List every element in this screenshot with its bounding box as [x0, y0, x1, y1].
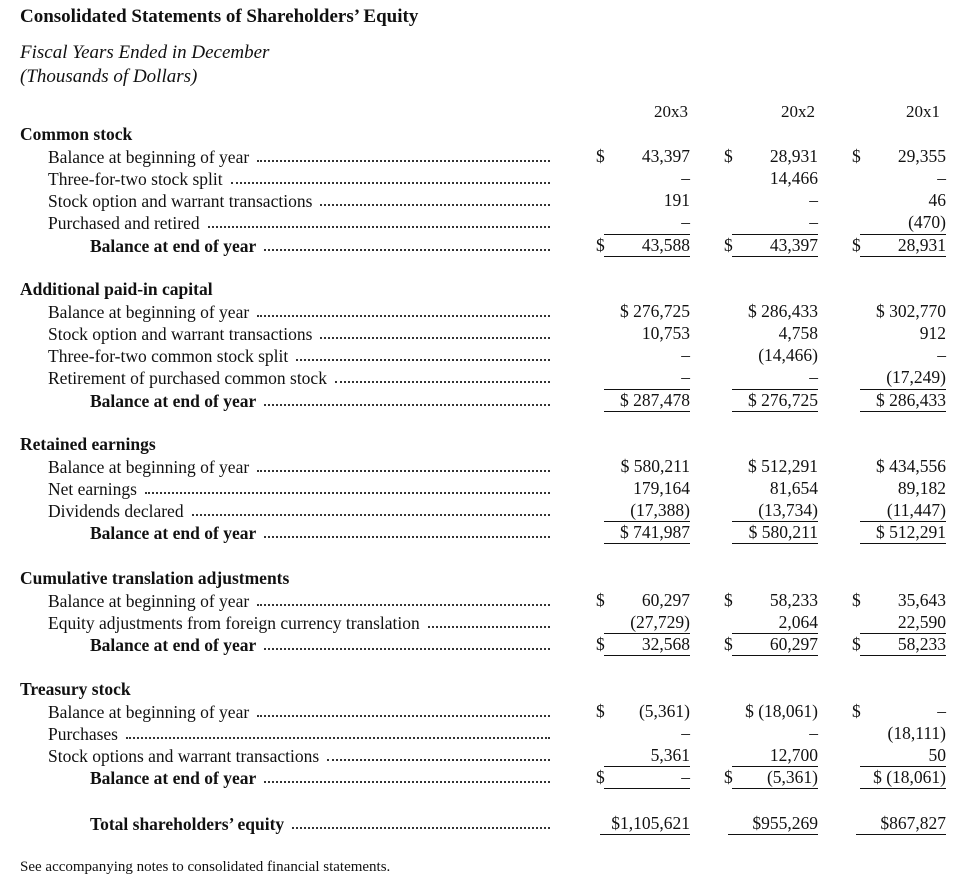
- value-cell-20x3: [596, 235, 690, 257]
- subtotal-rule: [604, 633, 690, 634]
- value-cell-20x3: [596, 456, 690, 478]
- total-rule: [732, 655, 818, 656]
- row-label-text: Three-for-two stock split: [48, 169, 229, 190]
- amount-value: 81,654: [769, 478, 818, 498]
- value-cell-20x3: [596, 301, 690, 323]
- row-label: [48, 190, 318, 212]
- amount-value: 43,397: [641, 146, 690, 166]
- value-cell-20x1: [852, 701, 946, 723]
- table-row: [0, 478, 978, 500]
- amount-value: 28,931: [897, 235, 946, 255]
- total-rule: [604, 655, 690, 656]
- dot-leader: [192, 514, 550, 516]
- amount-value: (27,729): [630, 612, 690, 632]
- row-label: [90, 390, 262, 412]
- row-label: [48, 701, 255, 723]
- total-rule: [604, 788, 690, 789]
- total-rule: [732, 543, 818, 544]
- dot-leader: [335, 381, 550, 383]
- value-cell-20x3: [596, 323, 690, 345]
- section-heading-treasury: Treasury stock: [20, 679, 131, 699]
- subtotal-rule: [860, 766, 946, 767]
- dot-leader: [257, 470, 550, 472]
- table-row: [0, 323, 978, 345]
- dot-leader: [257, 715, 550, 717]
- row-label-text: Balance at beginning of year: [48, 302, 255, 323]
- value-cell-20x1: [852, 478, 946, 500]
- value-cell-20x2: [724, 500, 818, 522]
- value-cell-20x3: [596, 500, 690, 522]
- value-cell-20x1: [852, 212, 946, 234]
- nil-value: –: [809, 212, 818, 232]
- amount-value: $ 741,987: [620, 522, 690, 542]
- subtotal-rule: [732, 521, 818, 522]
- grand-total-20x1: [852, 813, 946, 835]
- amount-value: 191: [663, 190, 690, 210]
- subtotal-rule: [604, 521, 690, 522]
- currency-symbol: $: [852, 701, 861, 721]
- value-cell-20x1: [852, 301, 946, 323]
- value-cell-20x3: [596, 478, 690, 500]
- row-label: [48, 301, 255, 323]
- dot-leader: [320, 337, 550, 339]
- amount-value: 12,700: [769, 745, 818, 765]
- table-row: [0, 235, 978, 257]
- dot-leader: [257, 315, 550, 317]
- amount-value: $ (18,061): [873, 767, 946, 787]
- value-cell-20x1: [852, 723, 946, 745]
- subtotal-rule: [860, 521, 946, 522]
- amount-value: 35,643: [897, 590, 946, 610]
- table-row: [0, 612, 978, 634]
- amount-value: $ 287,478: [620, 390, 690, 410]
- total-rule: [732, 256, 818, 257]
- value-cell-20x1: [852, 390, 946, 412]
- dot-leader: [327, 759, 550, 761]
- nil-value: –: [681, 168, 690, 188]
- value-cell-20x1: [852, 522, 946, 544]
- subtotal-rule: [604, 234, 690, 235]
- row-label: [48, 345, 294, 367]
- amount-value: 43,397: [769, 235, 818, 255]
- currency-symbol: $: [724, 590, 733, 610]
- currency-symbol: $: [724, 235, 733, 255]
- table-row: [0, 590, 978, 612]
- grand-total-20x3: [596, 813, 690, 835]
- amount-value: 28,931: [769, 146, 818, 166]
- amount-value: 60,297: [769, 634, 818, 654]
- value-cell-20x1: [852, 190, 946, 212]
- amount-value: (17,249): [886, 367, 946, 387]
- subtotal-rule: [732, 389, 818, 390]
- amount-value: 14,466: [769, 168, 818, 188]
- amount-value: $ 512,291: [876, 522, 946, 542]
- subtotal-rule: [732, 234, 818, 235]
- amount-value: $955,269: [752, 813, 818, 833]
- section-heading-retained: Retained earnings: [20, 434, 156, 454]
- total-rule: [732, 788, 818, 789]
- value-cell-20x3: [596, 190, 690, 212]
- row-label-text: Balance at beginning of year: [48, 457, 255, 478]
- value-cell-20x1: [852, 235, 946, 257]
- table-row: [0, 345, 978, 367]
- dot-leader: [145, 492, 550, 494]
- value-cell-20x2: [724, 323, 818, 345]
- value-cell-20x1: [852, 323, 946, 345]
- row-label-text: Retirement of purchased common stock: [48, 368, 333, 389]
- currency-symbol: $: [724, 146, 733, 166]
- row-label: [48, 456, 255, 478]
- row-label: [90, 235, 262, 257]
- dot-leader: [320, 204, 550, 206]
- amount-value: 22,590: [897, 612, 946, 632]
- statement-period: Fiscal Years Ended in December: [20, 42, 270, 63]
- amount-value: (14,466): [758, 345, 818, 365]
- amount-value: $ 276,725: [620, 301, 690, 321]
- amount-value: 10,753: [641, 323, 690, 343]
- year-header-3: 20x1: [906, 102, 940, 121]
- total-rule: [860, 788, 946, 789]
- grand-total-label-text: Total shareholders’ equity: [90, 814, 290, 835]
- row-label-text: Balance at end of year: [90, 635, 262, 656]
- dot-leader: [264, 648, 550, 650]
- grand-total-row: [0, 813, 978, 835]
- dot-leader: [428, 626, 550, 628]
- value-cell-20x1: [852, 367, 946, 389]
- value-cell-20x3: [596, 723, 690, 745]
- value-cell-20x3: [596, 212, 690, 234]
- currency-symbol: $: [852, 590, 861, 610]
- value-cell-20x3: [596, 390, 690, 412]
- value-cell-20x2: [724, 634, 818, 656]
- value-cell-20x2: [724, 168, 818, 190]
- year-header-1: 20x3: [654, 102, 688, 121]
- dot-leader: [257, 160, 550, 162]
- currency-symbol: $: [596, 767, 605, 787]
- amount-value: (18,111): [887, 723, 946, 743]
- value-cell-20x3: [596, 612, 690, 634]
- row-label: [48, 590, 255, 612]
- currency-symbol: $: [596, 235, 605, 255]
- dot-leader: [126, 737, 550, 739]
- dot-leader: [264, 404, 550, 406]
- value-cell-20x2: [724, 701, 818, 723]
- total-rule: [860, 256, 946, 257]
- amount-value: 32,568: [641, 634, 690, 654]
- row-label: [48, 745, 325, 767]
- nil-value: –: [937, 345, 946, 365]
- currency-symbol: $: [596, 634, 605, 654]
- amount-value: (5,361): [638, 701, 690, 721]
- year-header-2: 20x2: [781, 102, 815, 121]
- row-label-text: Purchases: [48, 724, 124, 745]
- nil-value: –: [681, 212, 690, 232]
- section-heading-common-stock: Common stock: [20, 124, 133, 144]
- nil-value: –: [809, 367, 818, 387]
- value-cell-20x1: [852, 767, 946, 789]
- amount-value: (13,734): [758, 500, 818, 520]
- dot-leader: [264, 781, 550, 783]
- dot-leader: [208, 226, 550, 228]
- amount-value: 60,297: [641, 590, 690, 610]
- amount-value: $ 286,433: [876, 390, 946, 410]
- value-cell-20x1: [852, 456, 946, 478]
- amount-value: $ 302,770: [876, 301, 946, 321]
- value-cell-20x1: [852, 168, 946, 190]
- section-heading-translation: Cumulative translation adjustments: [20, 568, 290, 588]
- nil-value: –: [681, 345, 690, 365]
- table-row: [0, 767, 978, 789]
- row-label-text: Balance at end of year: [90, 523, 262, 544]
- table-row: [0, 190, 978, 212]
- amount-value: 4,758: [778, 323, 818, 343]
- currency-symbol: $: [596, 590, 605, 610]
- currency-symbol: $: [852, 634, 861, 654]
- value-cell-20x2: [724, 212, 818, 234]
- row-label-text: Stock option and warrant transactions: [48, 324, 318, 345]
- value-cell-20x3: [596, 168, 690, 190]
- amount-value: 89,182: [897, 478, 946, 498]
- table-row: [0, 745, 978, 767]
- statement-units: (Thousands of Dollars): [20, 66, 198, 87]
- value-cell-20x3: [596, 345, 690, 367]
- value-cell-20x2: [724, 190, 818, 212]
- amount-value: $ 276,725: [748, 390, 818, 410]
- table-row: [0, 390, 978, 412]
- currency-symbol: $: [596, 146, 605, 166]
- table-row: [0, 301, 978, 323]
- amount-value: $1,105,621: [611, 813, 690, 833]
- dot-leader: [257, 604, 550, 606]
- currency-symbol: $: [852, 146, 861, 166]
- table-row: [0, 634, 978, 656]
- row-label-text: Three-for-two common stock split: [48, 346, 294, 367]
- row-label-text: Balance at end of year: [90, 236, 262, 257]
- amount-value: $ 512,291: [748, 456, 818, 476]
- row-label-text: Balance at beginning of year: [48, 591, 255, 612]
- amount-value: (17,388): [630, 500, 690, 520]
- total-rule: [860, 411, 946, 412]
- subtotal-rule: [860, 234, 946, 235]
- value-cell-20x2: [724, 235, 818, 257]
- value-cell-20x2: [724, 367, 818, 389]
- amount-value: 58,233: [897, 634, 946, 654]
- value-cell-20x1: [852, 500, 946, 522]
- amount-value: $ 580,211: [748, 522, 818, 542]
- nil-value: –: [809, 723, 818, 743]
- row-label-text: Purchased and retired: [48, 213, 206, 234]
- row-label: [90, 522, 262, 544]
- statement-title: Consolidated Statements of Shareholders’ Equity: [20, 6, 419, 27]
- amount-value: (11,447): [886, 500, 946, 520]
- value-cell-20x3: [596, 590, 690, 612]
- value-cell-20x2: [724, 146, 818, 168]
- row-label-text: Balance at beginning of year: [48, 147, 255, 168]
- amount-value: 50: [928, 745, 946, 765]
- value-cell-20x1: [852, 745, 946, 767]
- value-cell-20x1: [852, 345, 946, 367]
- value-cell-20x3: [596, 634, 690, 656]
- value-cell-20x2: [724, 390, 818, 412]
- subtotal-rule: [860, 633, 946, 634]
- amount-value: $ 580,211: [620, 456, 690, 476]
- value-cell-20x2: [724, 456, 818, 478]
- amount-value: 46: [928, 190, 946, 210]
- table-row: [0, 456, 978, 478]
- grand-total-label: [90, 813, 290, 835]
- currency-symbol: $: [724, 634, 733, 654]
- row-label: [48, 168, 229, 190]
- row-label: [48, 367, 333, 389]
- value-cell-20x2: [724, 590, 818, 612]
- value-cell-20x3: [596, 767, 690, 789]
- table-row: [0, 212, 978, 234]
- value-cell-20x1: [852, 634, 946, 656]
- subtotal-rule: [604, 766, 690, 767]
- grand-total-20x2: [724, 813, 818, 835]
- row-label: [48, 478, 143, 500]
- row-label-text: Equity adjustments from foreign currency translation: [48, 613, 426, 634]
- table-row: [0, 168, 978, 190]
- value-cell-20x3: [596, 745, 690, 767]
- value-cell-20x1: [852, 590, 946, 612]
- dot-leader: [264, 249, 550, 251]
- dot-leader: [292, 827, 550, 829]
- nil-value: –: [681, 767, 690, 787]
- amount-value: $867,827: [880, 813, 946, 833]
- subtotal-rule: [732, 633, 818, 634]
- value-cell-20x2: [724, 612, 818, 634]
- amount-value: 43,588: [641, 235, 690, 255]
- amount-value: 58,233: [769, 590, 818, 610]
- value-cell-20x2: [724, 522, 818, 544]
- nil-value: –: [681, 367, 690, 387]
- currency-symbol: $: [596, 701, 605, 721]
- dot-leader: [264, 536, 550, 538]
- value-cell-20x3: [596, 522, 690, 544]
- value-cell-20x3: [596, 367, 690, 389]
- row-label: [90, 634, 262, 656]
- row-label-text: Net earnings: [48, 479, 143, 500]
- footnote: See accompanying notes to consolidated financial statements.: [20, 859, 391, 875]
- total-rule: [732, 411, 818, 412]
- row-label: [90, 767, 262, 789]
- value-cell-20x2: [724, 745, 818, 767]
- row-label: [48, 612, 426, 634]
- amount-value: (5,361): [766, 767, 818, 787]
- row-label-text: Dividends declared: [48, 501, 190, 522]
- value-cell-20x2: [724, 478, 818, 500]
- row-label-text: Balance at end of year: [90, 391, 262, 412]
- nil-value: –: [809, 190, 818, 210]
- amount-value: (470): [908, 212, 946, 232]
- total-rule: [860, 543, 946, 544]
- value-cell-20x2: [724, 301, 818, 323]
- amount-value: $ (18,061): [745, 701, 818, 721]
- amount-value: 179,164: [633, 478, 690, 498]
- row-label-text: Balance at beginning of year: [48, 702, 255, 723]
- section-heading-paid-in: Additional paid-in capital: [20, 279, 213, 299]
- nil-value: –: [937, 701, 946, 721]
- subtotal-rule: [860, 389, 946, 390]
- row-label: [48, 146, 255, 168]
- row-label-text: Stock option and warrant transactions: [48, 191, 318, 212]
- amount-value: 29,355: [897, 146, 946, 166]
- table-row: [0, 146, 978, 168]
- total-rule: [604, 543, 690, 544]
- table-row: [0, 701, 978, 723]
- amount-value: 912: [919, 323, 946, 343]
- dot-leader: [296, 359, 550, 361]
- value-cell-20x3: [596, 701, 690, 723]
- table-row: [0, 723, 978, 745]
- value-cell-20x2: [724, 723, 818, 745]
- nil-value: –: [937, 168, 946, 188]
- row-label: [48, 212, 206, 234]
- amount-value: $ 434,556: [876, 456, 946, 476]
- amount-value: $ 286,433: [748, 301, 818, 321]
- total-rule: [604, 256, 690, 257]
- row-label: [48, 723, 124, 745]
- row-label: [48, 500, 190, 522]
- currency-symbol: $: [852, 235, 861, 255]
- row-label-text: Balance at end of year: [90, 768, 262, 789]
- table-row: [0, 367, 978, 389]
- dot-leader: [231, 182, 550, 184]
- row-label: [48, 323, 318, 345]
- amount-value: 2,064: [778, 612, 818, 632]
- subtotal-rule: [732, 766, 818, 767]
- table-row: [0, 500, 978, 522]
- value-cell-20x2: [724, 767, 818, 789]
- total-rule: [860, 655, 946, 656]
- currency-symbol: $: [724, 767, 733, 787]
- subtotal-rule: [604, 389, 690, 390]
- value-cell-20x1: [852, 612, 946, 634]
- total-rule: [604, 411, 690, 412]
- row-label-text: Stock options and warrant transactions: [48, 746, 325, 767]
- value-cell-20x1: [852, 146, 946, 168]
- amount-value: 5,361: [650, 745, 690, 765]
- nil-value: –: [681, 723, 690, 743]
- table-row: [0, 522, 978, 544]
- value-cell-20x3: [596, 146, 690, 168]
- value-cell-20x2: [724, 345, 818, 367]
